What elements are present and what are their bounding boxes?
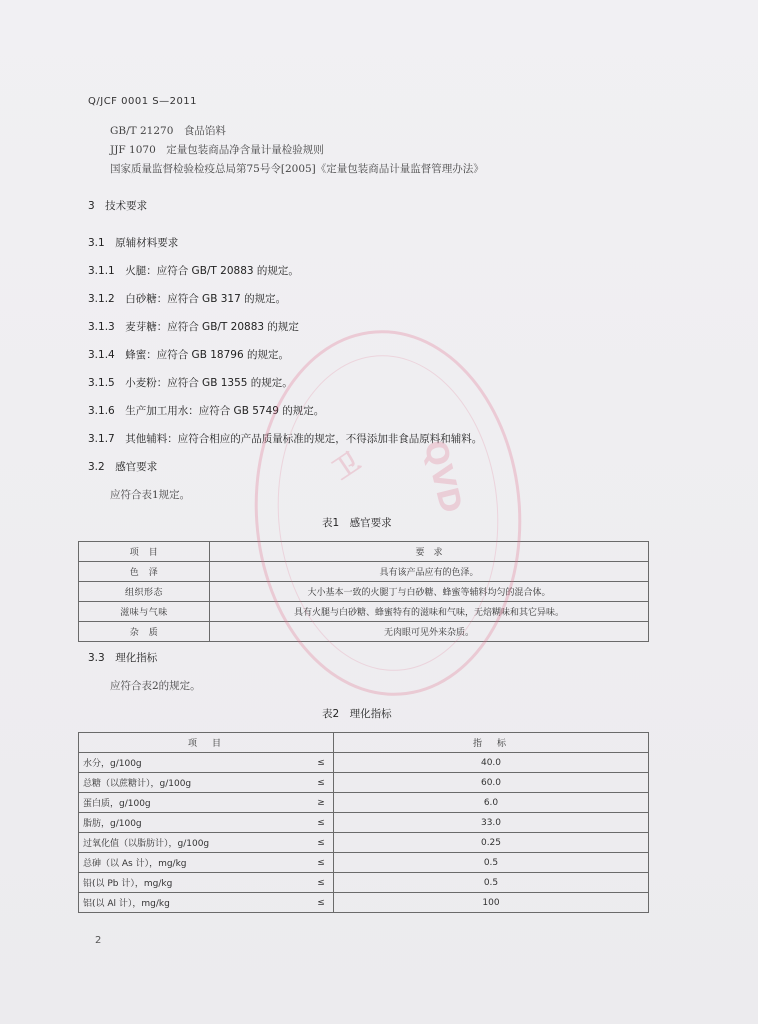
table-row xyxy=(79,753,649,773)
table-2-caption: 表2 理化指标 xyxy=(322,708,392,720)
table-cell: 色 泽 xyxy=(79,562,210,582)
table-cell: 组织形态 xyxy=(79,582,210,602)
table-cell: 100 xyxy=(334,893,649,913)
table-cell: 总砷（以 As 计），mg/kg xyxy=(79,853,310,873)
clause-3-1-3: 3.1.3 麦芽糖：应符合 GB/T 20883 的规定 xyxy=(88,321,299,333)
table-row xyxy=(79,582,649,602)
table-cell: 脂肪，g/100g xyxy=(79,813,310,833)
seal-text: QVD xyxy=(416,436,469,517)
table-cell: 杂 质 xyxy=(79,622,210,642)
table-row xyxy=(79,873,649,893)
table-row xyxy=(79,853,649,873)
table-cell: ≤ xyxy=(309,833,334,853)
table-cell: 0.25 xyxy=(334,833,649,853)
doc-code: Q/JCF 0001 S—2011 xyxy=(88,96,198,107)
table-cell: 60.0 xyxy=(334,773,649,793)
clause-3-1-2: 3.1.2 白砂糖：应符合 GB 317 的规定。 xyxy=(88,293,287,305)
table-cell: 具有火腿与白砂糖、蜂蜜特有的滋味和气味，无焙糊味和其它异味。 xyxy=(210,602,649,622)
table-cell: 蛋白质，g/100g xyxy=(79,793,310,813)
physicochemical-table xyxy=(78,732,649,913)
table-header-row xyxy=(79,542,649,562)
reference-3: 国家质量监督检验检疫总局第75号令[2005]《定量包装商品计量监督管理办法》 xyxy=(110,163,484,175)
table-1-caption: 表1 感官要求 xyxy=(322,517,392,529)
section-3-2-note: 应符合表1规定。 xyxy=(110,489,191,501)
clause-3-1-4: 3.1.4 蜂蜜：应符合 GB 18796 的规定。 xyxy=(88,349,289,361)
table-cell: 过氧化值（以脂肪计），g/100g xyxy=(79,833,310,853)
table-header-cell: 项 目 xyxy=(79,542,210,562)
table-header-cell: 指 标 xyxy=(334,733,649,753)
table-cell: 滋味与气味 xyxy=(79,602,210,622)
seal-text: 卫 xyxy=(327,446,367,487)
section-3-3-note: 应符合表2的规定。 xyxy=(110,680,201,692)
clause-3-1-1: 3.1.1 火腿：应符合 GB/T 20883 的规定。 xyxy=(88,265,299,277)
table-cell: ≤ xyxy=(309,753,334,773)
table-row xyxy=(79,773,649,793)
table-cell: 铅(以 Pb 计），mg/kg xyxy=(79,873,310,893)
table-header-cell: 要 求 xyxy=(210,542,649,562)
table-row xyxy=(79,813,649,833)
sensory-table xyxy=(78,541,649,642)
table-cell: 铝(以 Al 计），mg/kg xyxy=(79,893,310,913)
table-cell: 40.0 xyxy=(334,753,649,773)
table-cell: ≤ xyxy=(309,893,334,913)
table-cell: ≤ xyxy=(309,813,334,833)
table-cell: 总糖（以蔗糖计），g/100g xyxy=(79,773,310,793)
table-cell: 0.5 xyxy=(334,873,649,893)
clause-3-1-5: 3.1.5 小麦粉：应符合 GB 1355 的规定。 xyxy=(88,377,293,389)
table-row xyxy=(79,602,649,622)
section-3-3-heading: 3.3 理化指标 xyxy=(88,652,158,664)
section-3-heading: 3 技术要求 xyxy=(88,200,148,212)
table-header-cell: 项 目 xyxy=(79,733,334,753)
table-row xyxy=(79,833,649,853)
table-cell: 无肉眼可见外来杂质。 xyxy=(210,622,649,642)
reference-1: GB/T 21270 食品馅料 xyxy=(110,125,226,137)
page-number: 2 xyxy=(95,935,102,946)
table-header-row xyxy=(79,733,649,753)
table-row xyxy=(79,622,649,642)
reference-2: JJF 1070 定量包装商品净含量计量检验规则 xyxy=(110,144,324,156)
table-cell: ≤ xyxy=(309,853,334,873)
section-3-1-heading: 3.1 原辅材料要求 xyxy=(88,237,179,249)
table-cell: 具有该产品应有的色泽。 xyxy=(210,562,649,582)
table-cell: ≤ xyxy=(309,773,334,793)
clause-3-1-7: 3.1.7 其他辅料：应符合相应的产品质量标准的规定，不得添加非食品原料和辅料。 xyxy=(88,433,483,445)
table-row xyxy=(79,793,649,813)
table-cell: 33.0 xyxy=(334,813,649,833)
table-cell: 6.0 xyxy=(334,793,649,813)
clause-3-1-6: 3.1.6 生产加工用水：应符合 GB 5749 的规定。 xyxy=(88,405,325,417)
section-3-2-heading: 3.2 感官要求 xyxy=(88,461,158,473)
table-row xyxy=(79,562,649,582)
table-cell: 0.5 xyxy=(334,853,649,873)
table-cell: ≥ xyxy=(309,793,334,813)
table-cell: 水分，g/100g xyxy=(79,753,310,773)
table-row xyxy=(79,893,649,913)
table-cell: 大小基本一致的火腿丁与白砂糖、蜂蜜等辅料均匀的混合体。 xyxy=(210,582,649,602)
table-cell: ≤ xyxy=(309,873,334,893)
